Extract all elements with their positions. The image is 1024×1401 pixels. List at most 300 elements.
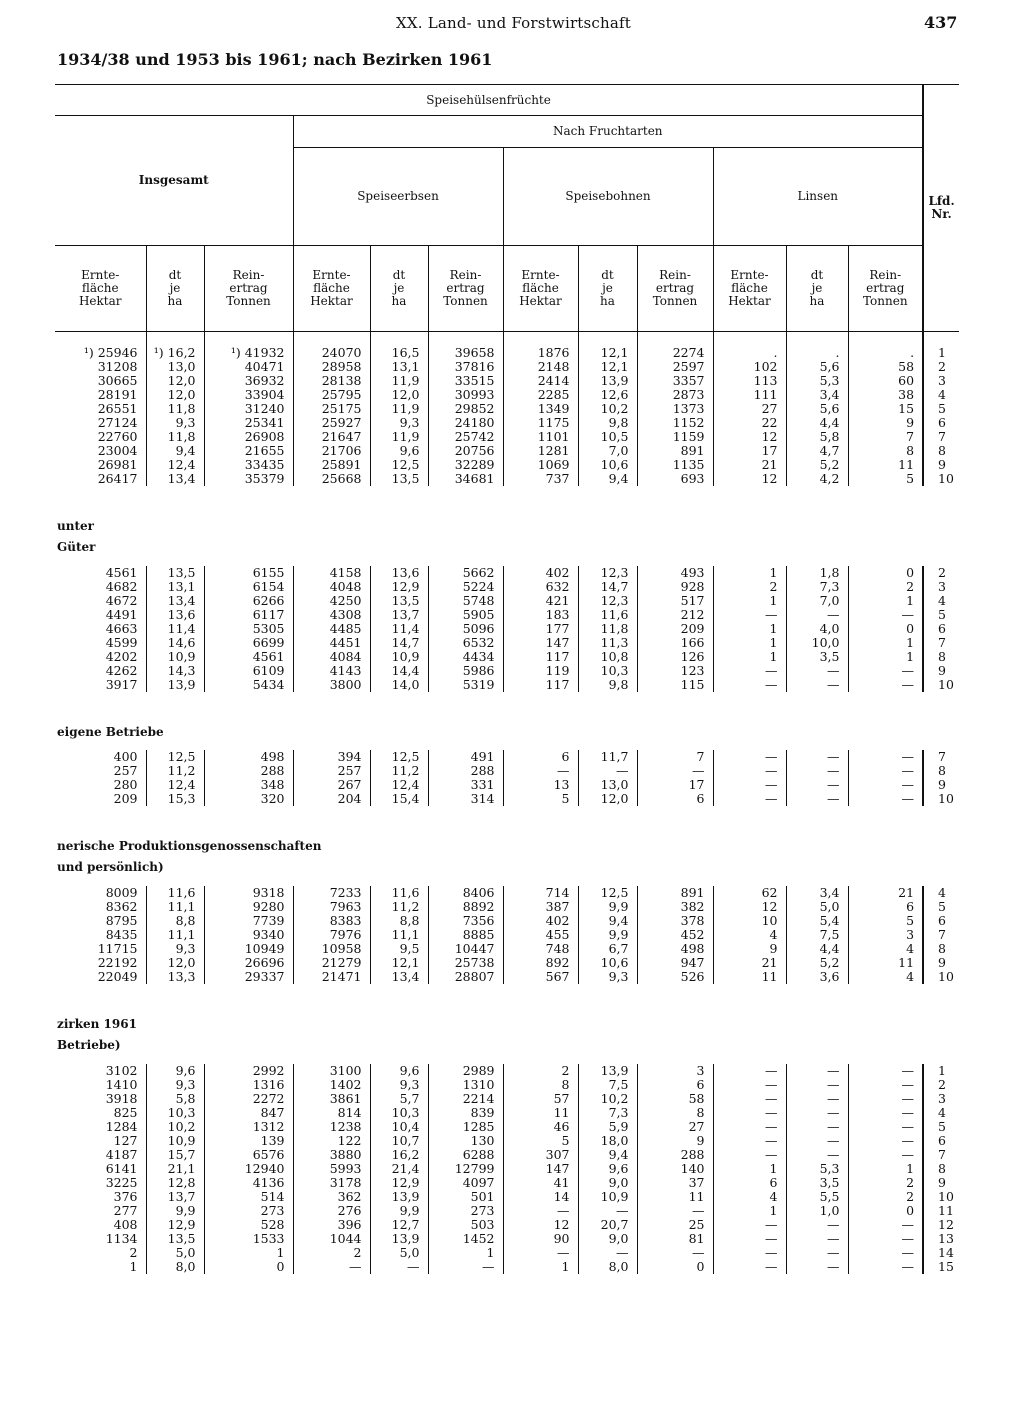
table-cell: 9,9	[578, 928, 637, 942]
table-cell: —	[713, 608, 786, 622]
table-row	[55, 1218, 959, 1232]
table-cell: 13,4	[370, 970, 428, 984]
table-row	[55, 472, 959, 486]
table-cell: 382	[637, 900, 713, 914]
table-cell: 11,9	[370, 430, 428, 444]
table-cell: —	[786, 1148, 848, 1162]
table-cell: 29852	[428, 402, 503, 416]
table-cell: 9,3	[370, 416, 428, 430]
table-cell: 7,0	[786, 594, 848, 608]
table-cell: 35379	[204, 472, 293, 486]
table-cell: 22760	[97, 429, 138, 444]
table-cell: 12,4	[370, 778, 428, 792]
table-cell: 714	[503, 886, 578, 900]
table-cell: 21	[713, 956, 786, 970]
table-cell: 102	[713, 360, 786, 374]
table-cell: 1	[204, 1246, 293, 1260]
table-cell: 839	[428, 1106, 503, 1120]
subheader-peas-output: Rein- ertrag Tonnen	[428, 246, 503, 332]
table-row	[55, 1120, 959, 1134]
table-cell: 491	[428, 750, 503, 764]
row-number: 14	[923, 1246, 959, 1260]
table-cell: 376	[113, 1189, 138, 1204]
table-cell: 13,5	[146, 566, 204, 580]
table-cell: 12,5	[370, 458, 428, 472]
header-total-label: Insgesamt	[138, 173, 209, 187]
table-cell: 2414	[503, 374, 578, 388]
table-cell: 22	[713, 416, 786, 430]
table-cell: 13,7	[146, 1190, 204, 1204]
table-cell: 33435	[204, 458, 293, 472]
table-cell: 13,3	[146, 970, 204, 984]
table-cell: 119	[503, 664, 578, 678]
table-cell: —	[713, 1064, 786, 1078]
table-cell: 12,0	[370, 388, 428, 402]
table-cell: 26696	[204, 956, 293, 970]
table-cell: 10,4	[370, 1120, 428, 1134]
table-cell: 4308	[293, 608, 370, 622]
table-cell: 277	[113, 1203, 138, 1218]
table-cell: 9	[713, 942, 786, 956]
table-cell: 12	[503, 1218, 578, 1232]
table-cell: 5,2	[786, 956, 848, 970]
row-number: 11	[923, 1204, 959, 1218]
table-cell: 10,9	[146, 650, 204, 664]
table-cell: 1312	[204, 1120, 293, 1134]
table-cell: 57	[503, 1092, 578, 1106]
table-cell: 3,4	[786, 886, 848, 900]
table-cell: 13,5	[370, 472, 428, 486]
table-cell: —	[848, 750, 923, 764]
table-cell: 5,4	[786, 914, 848, 928]
table-cell: 123	[637, 664, 713, 678]
table-cell: 0	[204, 1260, 293, 1274]
table-cell: 4,2	[786, 472, 848, 486]
table-cell: 12,3	[578, 566, 637, 580]
subheader-total-area: Ernte- fläche Hektar	[55, 246, 146, 332]
row-number: 8	[923, 444, 959, 458]
row-number: 8	[923, 942, 959, 956]
header-lentils: Linsen	[713, 148, 923, 246]
table-cell: 13,9	[578, 1064, 637, 1078]
table-cell: 1	[713, 594, 786, 608]
table-cell: 2	[503, 1064, 578, 1078]
table-cell: 4187	[105, 1147, 138, 1162]
table-cell: 498	[204, 750, 293, 764]
table-cell: 517	[637, 594, 713, 608]
table-cell: —	[713, 1106, 786, 1120]
table-cell: 34681	[428, 472, 503, 486]
table-cell: 28191	[97, 387, 138, 402]
running-title: XX. Land- und Forstwirtschaft	[396, 14, 632, 32]
table-cell: 14,7	[370, 636, 428, 650]
table-row	[55, 360, 959, 374]
table-cell: 16,2	[370, 1148, 428, 1162]
row-number: 6	[923, 416, 959, 430]
row-number: 9	[923, 458, 959, 472]
row-number: 4	[923, 594, 959, 608]
table-cell: 31240	[204, 402, 293, 416]
table-cell: 6155	[204, 566, 293, 580]
table-cell: —	[786, 1092, 848, 1106]
table-cell: 5,3	[786, 374, 848, 388]
table-cell: 4451	[293, 636, 370, 650]
table-cell: 3880	[293, 1148, 370, 1162]
table-cell: 25341	[204, 416, 293, 430]
table-cell: —	[713, 778, 786, 792]
table-cell: 5662	[428, 566, 503, 580]
table-cell: 0	[637, 1260, 713, 1274]
table-cell: 2873	[637, 388, 713, 402]
row-number: 13	[923, 1232, 959, 1246]
row-number: 5	[923, 1120, 959, 1134]
table-cell: 13,9	[146, 678, 204, 692]
table-cell: 273	[428, 1204, 503, 1218]
table-cell: —	[713, 1246, 786, 1260]
table-cell: 2148	[503, 360, 578, 374]
table-cell: 8383	[293, 914, 370, 928]
table-cell: 140	[637, 1162, 713, 1176]
table-row	[55, 458, 959, 472]
table-cell: 4136	[204, 1176, 293, 1190]
table-cell: 10,6	[578, 956, 637, 970]
table-cell: 10,2	[578, 402, 637, 416]
table-cell: 11715	[97, 941, 138, 956]
table-cell: 9,3	[146, 1078, 204, 1092]
table-cell: 12,5	[578, 886, 637, 900]
table-cell: 4048	[293, 580, 370, 594]
table-cell: 307	[503, 1148, 578, 1162]
table-cell: 6532	[428, 636, 503, 650]
table-cell: 5,0	[370, 1246, 428, 1260]
table-cell: 9,9	[578, 900, 637, 914]
table-cell: —	[848, 1106, 923, 1120]
table-cell: 1310	[428, 1078, 503, 1092]
subheader-total-yield: dt je ha	[146, 246, 204, 332]
table-cell: 147	[503, 1162, 578, 1176]
table-cell: 46	[503, 1120, 578, 1134]
table-cell: 2214	[428, 1092, 503, 1106]
table-cell: —	[848, 1218, 923, 1232]
table-cell: 314	[428, 792, 503, 806]
table-cell: 122	[293, 1134, 370, 1148]
table-row	[55, 416, 959, 430]
table-cell: 5	[503, 792, 578, 806]
table-row	[55, 764, 959, 778]
table-cell: 6699	[204, 636, 293, 650]
table-cell: —	[637, 1246, 713, 1260]
table-cell: 408	[113, 1217, 138, 1232]
table-cell: 7,5	[786, 928, 848, 942]
table-cell: 9,8	[578, 678, 637, 692]
table-cell: 130	[428, 1134, 503, 1148]
row-number: 6	[923, 914, 959, 928]
table-cell: —	[848, 1092, 923, 1106]
table-cell: 1152	[637, 416, 713, 430]
table-cell: 2597	[637, 360, 713, 374]
table-cell: 8795	[105, 913, 138, 928]
table-row	[55, 750, 959, 764]
table-cell: 1238	[293, 1120, 370, 1134]
table-cell: 4434	[428, 650, 503, 664]
table-cell: 6288	[428, 1148, 503, 1162]
table-cell: 2	[713, 580, 786, 594]
table-cell: 378	[637, 914, 713, 928]
page-number: 437	[924, 13, 958, 32]
table-cell: —	[578, 1204, 637, 1218]
table-cell: 9,0	[578, 1232, 637, 1246]
table-cell: 501	[428, 1190, 503, 1204]
table-row	[55, 792, 959, 806]
row-number: 4	[923, 886, 959, 900]
table-cell: 8362	[105, 899, 138, 914]
table-cell: 12,1	[370, 956, 428, 970]
table-cell: 31208	[97, 359, 138, 374]
table-cell: 1452	[428, 1232, 503, 1246]
table-cell: 7976	[293, 928, 370, 942]
table-cell: 6	[848, 900, 923, 914]
table-cell: 3918	[105, 1091, 138, 1106]
table-row	[55, 778, 959, 792]
table-cell: 3861	[293, 1092, 370, 1106]
table-row	[55, 374, 959, 388]
table-cell: 9	[848, 416, 923, 430]
table-cell: 4599	[105, 635, 138, 650]
table-cell: 18,0	[578, 1134, 637, 1148]
table-cell: 13,4	[146, 472, 204, 486]
table-cell: 1	[713, 1162, 786, 1176]
row-number: 2	[923, 360, 959, 374]
table-cell: 147	[503, 636, 578, 650]
subheader-lentils-output: Rein- ertrag Tonnen	[848, 246, 923, 332]
table-cell: 288	[637, 1148, 713, 1162]
table-cell: —	[370, 1260, 428, 1274]
table-cell: 9,3	[370, 1078, 428, 1092]
table-row	[55, 636, 959, 650]
table-cell: 7,3	[578, 1106, 637, 1120]
table-cell: 5,8	[146, 1092, 204, 1106]
row-number: 9	[923, 664, 959, 678]
table-cell: 8435	[105, 927, 138, 942]
table-cell: 183	[503, 608, 578, 622]
table-cell: 17	[713, 444, 786, 458]
table-subtitle: 1934/38 und 1953 bis 1961; nach Bezirken 1961	[57, 50, 493, 69]
table-cell: 5224	[428, 580, 503, 594]
table-cell: 8406	[428, 886, 503, 900]
header-total	[55, 116, 293, 246]
table-cell: 28958	[293, 360, 370, 374]
table-cell: 5,7	[370, 1092, 428, 1106]
table-cell: 166	[637, 636, 713, 650]
table-cell: 9,4	[578, 914, 637, 928]
table-cell: 4097	[428, 1176, 503, 1190]
table-cell: 12940	[204, 1162, 293, 1176]
table-cell: —	[786, 764, 848, 778]
table-cell: 204	[293, 792, 370, 806]
table-cell: 928	[637, 580, 713, 594]
table-cell: —	[848, 1260, 923, 1274]
table-row	[55, 1064, 959, 1078]
table-cell: —	[848, 1064, 923, 1078]
table-cell: 26908	[204, 430, 293, 444]
table-cell: 13,5	[146, 1232, 204, 1246]
table-cell: 5,3	[786, 1162, 848, 1176]
table-cell: 10,7	[370, 1134, 428, 1148]
table-cell: —	[713, 1148, 786, 1162]
header-main: Speisehülsenfrüchte	[55, 85, 923, 116]
table-cell: 28807	[428, 970, 503, 984]
section-sublabel: Güter	[57, 540, 96, 554]
table-cell: —	[786, 1134, 848, 1148]
table-row	[55, 1260, 959, 1274]
table-cell: 4143	[293, 664, 370, 678]
table-cell: 12,4	[146, 778, 204, 792]
header-lfd-nr-label: Lfd. Nr.	[928, 194, 955, 221]
row-number: 12	[923, 1218, 959, 1232]
table-cell: 1	[713, 566, 786, 580]
table-cell: 12,1	[578, 360, 637, 374]
table-cell: 14,0	[370, 678, 428, 692]
row-number: 9	[923, 956, 959, 970]
table-cell: 15,3	[146, 792, 204, 806]
subheader-lentils-yield: dt je ha	[786, 246, 848, 332]
table-cell: 9,8	[578, 416, 637, 430]
table-cell: —	[786, 1260, 848, 1274]
table-cell: 8,8	[146, 914, 204, 928]
table-cell: 0	[848, 566, 923, 580]
table-cell: 11,2	[146, 764, 204, 778]
table-cell: 11,9	[370, 374, 428, 388]
table-cell: 3178	[293, 1176, 370, 1190]
table-cell: 3,5	[786, 1176, 848, 1190]
table-cell: 5,2	[786, 458, 848, 472]
table-cell: 14,4	[370, 664, 428, 678]
table-cell: 7,3	[786, 580, 848, 594]
table-cell: 12	[713, 900, 786, 914]
table-cell: 4,7	[786, 444, 848, 458]
table-cell: 257	[113, 763, 138, 778]
table-cell: 9,6	[370, 1064, 428, 1078]
table-cell: 276	[293, 1204, 370, 1218]
table-cell: 2274	[637, 332, 713, 361]
table-cell: 13,0	[146, 360, 204, 374]
table-cell: 1373	[637, 402, 713, 416]
row-number: 10	[923, 472, 959, 486]
table-cell: 25738	[428, 956, 503, 970]
table-cell: 30665	[97, 373, 138, 388]
table-cell: 13,4	[146, 594, 204, 608]
table-row	[55, 388, 959, 402]
header-beans: Speisebohnen	[503, 148, 713, 246]
table-cell: —	[848, 1232, 923, 1246]
table-cell: 11,6	[146, 886, 204, 900]
table-cell: 4,4	[786, 416, 848, 430]
table-cell: 11	[713, 970, 786, 984]
table-cell: 139	[204, 1134, 293, 1148]
table-cell: 7356	[428, 914, 503, 928]
table-cell: 947	[637, 956, 713, 970]
table-cell: 3102	[105, 1063, 138, 1078]
table-row	[55, 608, 959, 622]
table-cell: 9	[637, 1134, 713, 1148]
table-cell: —	[848, 764, 923, 778]
table-cell: 14,3	[146, 664, 204, 678]
table-cell: 113	[713, 374, 786, 388]
table-cell: 25668	[293, 472, 370, 486]
table-cell: 2989	[428, 1064, 503, 1078]
table-cell: 12,6	[578, 388, 637, 402]
table-cell: 5,9	[578, 1120, 637, 1134]
table-cell: 13,9	[578, 374, 637, 388]
table-cell: —	[786, 1106, 848, 1120]
table-cell: —	[786, 1218, 848, 1232]
table-cell: —	[713, 1218, 786, 1232]
table-cell: 1533	[204, 1232, 293, 1246]
table-cell: 273	[204, 1204, 293, 1218]
table-row	[55, 1162, 959, 1176]
table-cell: 1044	[293, 1232, 370, 1246]
table-cell: 177	[503, 622, 578, 636]
table-cell: 1175	[503, 416, 578, 430]
table-row	[55, 430, 959, 444]
table-cell: 6266	[204, 594, 293, 608]
section-sublabel: Betriebe)	[57, 1038, 121, 1052]
table-cell: —	[637, 764, 713, 778]
table-cell: —	[713, 1092, 786, 1106]
table-cell: 13,1	[370, 360, 428, 374]
table-cell: 1284	[105, 1119, 138, 1134]
table-cell: 11,2	[370, 900, 428, 914]
table-cell: —	[713, 792, 786, 806]
row-number: 8	[923, 764, 959, 778]
table-cell: 1	[848, 636, 923, 650]
table-cell: 9,6	[370, 444, 428, 458]
table-cell: 12	[713, 430, 786, 444]
subheader-beans-area: Ernte- fläche Hektar	[503, 246, 578, 332]
table-cell: 12,9	[370, 1176, 428, 1190]
table-cell: 5986	[428, 664, 503, 678]
table-cell: 4084	[293, 650, 370, 664]
table-cell: 12,5	[370, 750, 428, 764]
table-cell: 1	[503, 1260, 578, 1274]
table-cell: 8	[503, 1078, 578, 1092]
table-cell: 2285	[503, 388, 578, 402]
row-number: 8	[923, 650, 959, 664]
table-cell: 11,1	[146, 928, 204, 942]
table-cell: 514	[204, 1190, 293, 1204]
header-peas: Speiseerbsen	[293, 148, 503, 246]
table-cell: 10949	[204, 942, 293, 956]
table-cell: 288	[204, 764, 293, 778]
table-cell: —	[503, 1246, 578, 1260]
table-cell: 30993	[428, 388, 503, 402]
subheader-peas-area: Ernte- fläche Hektar	[293, 246, 370, 332]
row-number: 1	[923, 332, 959, 361]
table-cell: 387	[503, 900, 578, 914]
table-row	[55, 942, 959, 956]
table-cell: 280	[113, 777, 138, 792]
table-row	[55, 900, 959, 914]
header-lfd-nr	[923, 85, 959, 332]
table-cell: 117	[503, 678, 578, 692]
table-cell: 11	[637, 1190, 713, 1204]
row-number: 7	[923, 750, 959, 764]
table-cell: 58	[637, 1092, 713, 1106]
table-cell: 20,7	[578, 1218, 637, 1232]
table-cell: —	[713, 1078, 786, 1092]
table-cell: 209	[113, 791, 138, 806]
table-cell: 11	[848, 458, 923, 472]
